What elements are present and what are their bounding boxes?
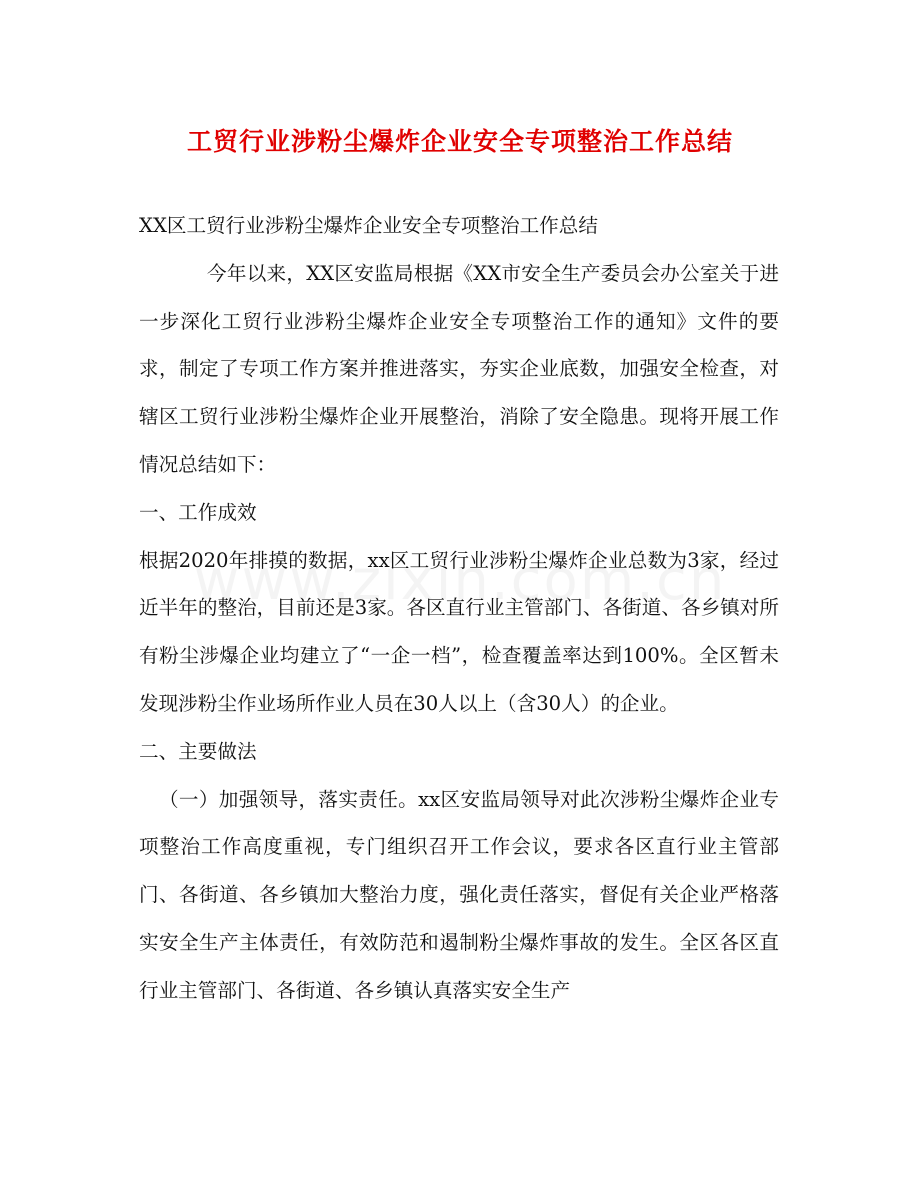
methods-paragraph: （一）加强领导，落实责任。xx区安监局领导对此次涉粉尘爆炸企业专项整治工作高度重视，专门组织召开工作会议，要求各区直行业主管部门、各街道、各乡镇加大整治力度，强化责任落实，督促有关企业严格落实安全生产主体责任，有效防范和遏制粉尘爆炸事故的发生。全区各区直行业主管部门、各街道、各乡镇认真落实安全生产	[139, 787, 779, 1002]
document-body	[139, 202, 779, 1015]
section-heading-1: 一、工作成效	[139, 500, 257, 524]
intro-paragraph: 今年以来，XX区安监局根据《XX市安全生产委员会办公室关于进一步深化工贸行业涉粉尘爆炸企业安全专项整治工作的通知》文件的要求，制定了专项工作方案并推进落实，夯实企业底数，加强安全检查，对辖区工贸行业涉粉尘爆炸企业开展整治，消除了安全隐患。现将开展工作情况总结如下：	[139, 261, 779, 476]
results-paragraph: 根据2020年排摸的数据，xx区工贸行业涉粉尘爆炸企业总数为3家，经过近半年的整治，目前还是3家。各区直行业主管部门、各街道、各乡镇对所有粉尘涉爆企业均建立了“一企一档”，检查覆盖率达到100%。全区暂未发现涉粉尘作业场所作业人员在30人以上（含30人）的企业。	[139, 548, 779, 715]
document-title: 工贸行业涉粉尘爆炸企业安全专项整治工作总结	[186, 127, 733, 156]
subtitle-paragraph: XX区工贸行业涉粉尘爆炸企业安全专项整治工作总结	[139, 214, 598, 237]
section-heading-2: 二、主要做法	[139, 739, 257, 763]
